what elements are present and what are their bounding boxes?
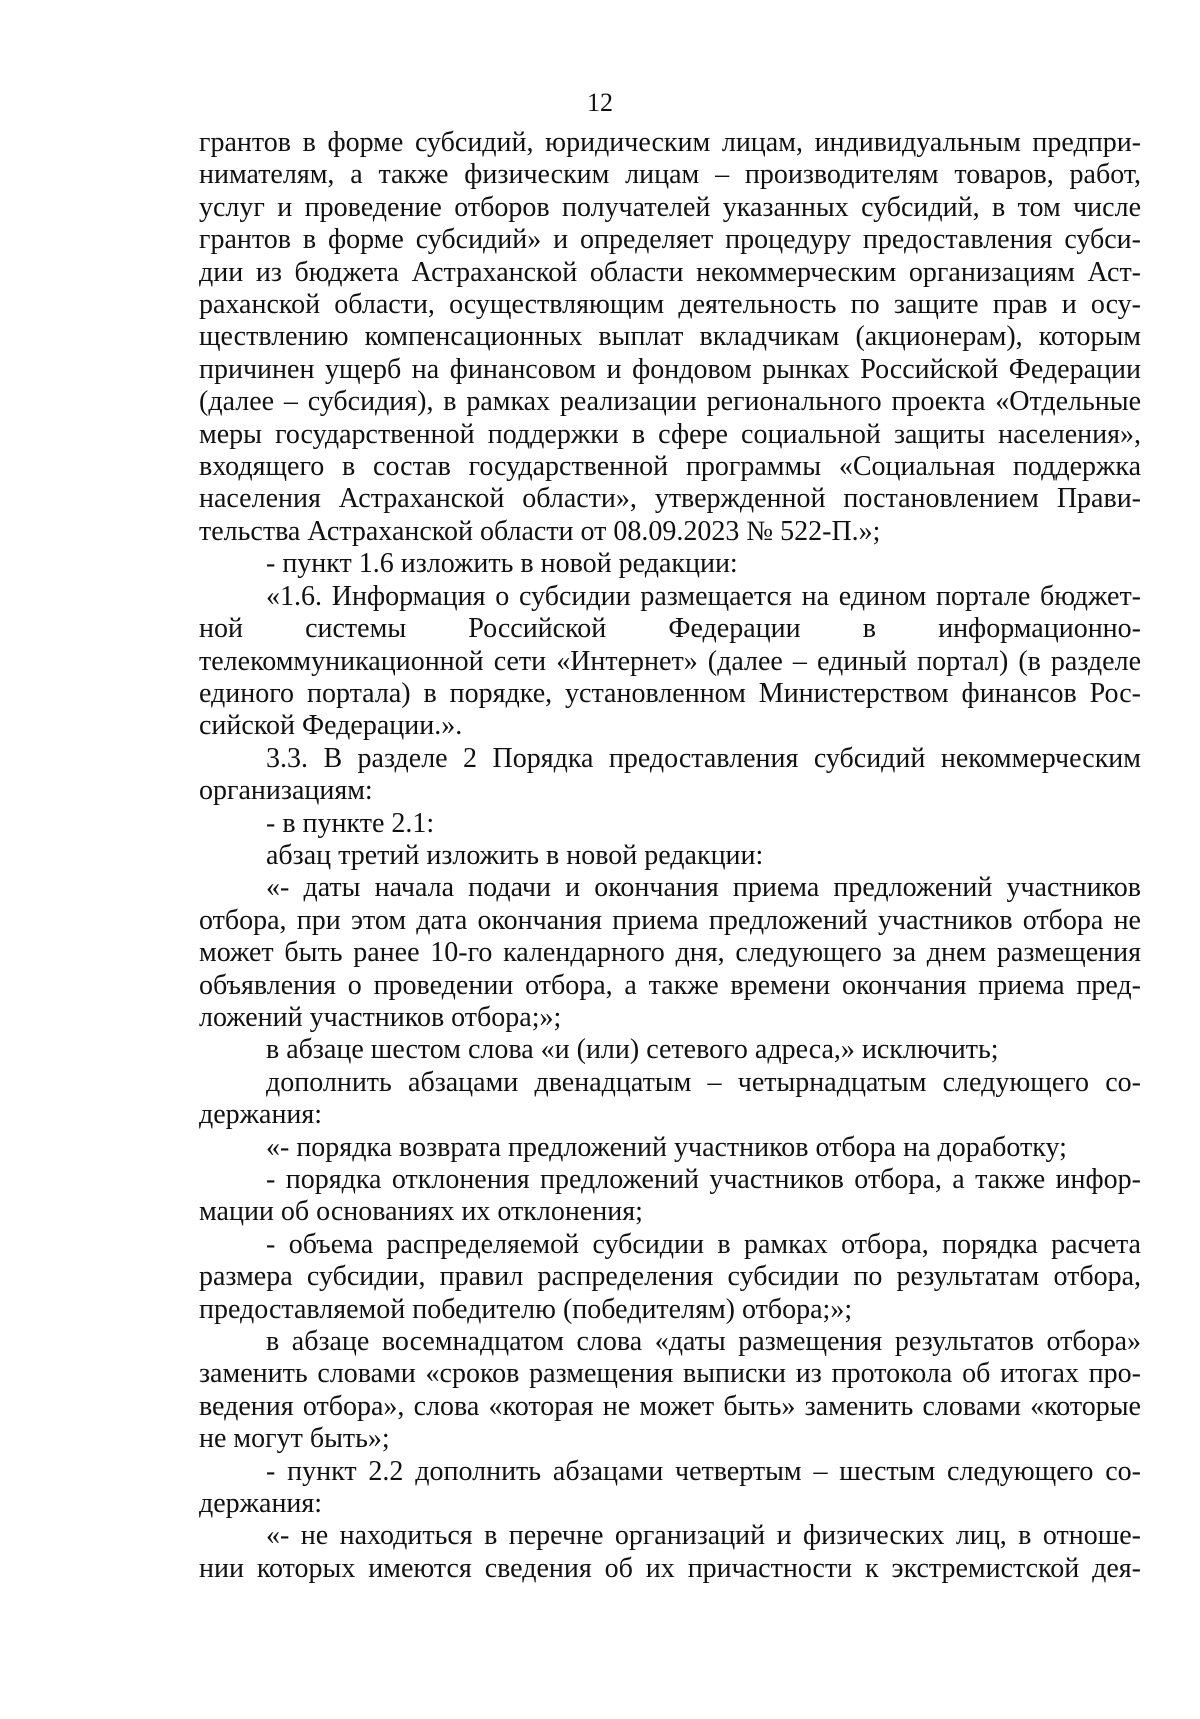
paragraph-return-order: «- порядка возврата предложений участников отбора на доработку;	[266, 1131, 1067, 1163]
paragraph-item-1-6-text: «1.6. Информация о субсидии размещается на едином портале бюджет-ной системы Российской Федерации в информационно-телекоммуникационной сети «Интернет» (далее – единый портал) (в разделе единого портала) в порядке, установленном Министерством финансов Рос-сийской Федерации.».	[199, 580, 1141, 742]
paragraph-continuation: грантов в форме субсидий, юридическим лицам, индивидуальным предпри-нимателям, а также физическим лицам – производителям товаров, работ, услуг и проведение отборов получателей указанных субсидий, в том числе грантов в форме субсидий» и определяет процедуру предоставления субси-дии из бюджета Астраханской области некоммерческим организациям Аст-раханской области, осуществляющим деятельность по защите прав и осу-ществлению компенсационных выплат вкладчикам (акционерам), которым причинен ущерб на финансовом и фондовом рынках Российской Федерации (далее – субсидия), в рамках реализации регионального проекта «Отдельные меры государственной поддержки в сфере социальной защиты населения», входящего в состав государственной программы «Социальная поддержка населения Астраханской области», утвержденной постановлением Прави-тельства Астраханской области от 08.09.2023 № 522-П.»;	[199, 127, 1141, 547]
paragraph-subsidy-volume: - объема распределяемой субсидии в рамках отбора, порядка расчета размера субсидии, правил распределения субсидии по результатам отбора, предоставляемой победителю (победителям) отбора;»;	[199, 1228, 1141, 1325]
paragraph-sixth-abzac: в абзаце шестом слова «и (или) сетевого адреса,» исключить;	[266, 1034, 999, 1066]
paragraph-item-2-2: - пункт 2.2 дополнить абзацами четвертым – шестым следующего со-держания:	[199, 1455, 1141, 1520]
paragraph-third-abzac: абзац третий изложить в новой редакции:	[266, 839, 764, 871]
paragraph-rejection-order: - порядка отклонения предложений участников отбора, а также инфор-мации об основаниях их отклонения;	[199, 1164, 1141, 1228]
paragraph-extremist-list: «- не находиться в перечне организаций и физических лиц, в отноше-нии которых имеются сведения об их причастности к экстремистской дея-	[199, 1520, 1141, 1584]
paragraph-eighteenth-abzac: в абзаце восемнадцатом слова «даты размещения результатов отбора» заменить словами «сроков размещения выписки из протокола об итогах про-ведения отбора», слова «которая не может быть» заменить словами «которые не могут быть»;	[199, 1326, 1141, 1455]
document-body	[199, 127, 1141, 1585]
page-number: 12	[587, 88, 613, 117]
paragraph-dates-text: «- даты начала подачи и окончания приема предложений участников отбора, при этом дата окончания приема предложений участников отбора не может быть ранее 10-го календарного дня, следующего за днем размещения объявления о проведении отбора, а также времени окончания приема пред-ложений участников отбора;»;	[199, 872, 1141, 1033]
paragraph-add-abzacs: дополнить абзацами двенадцатым – четырнадцатым следующего со-держания:	[199, 1066, 1141, 1131]
paragraph-section-3-3: 3.3. В разделе 2 Порядка предоставления субсидий некоммерческим организациям:	[199, 742, 1141, 807]
paragraph-item-2-1: - в пункте 2.1:	[266, 807, 435, 839]
paragraph-item-1-6-intro: - пункт 1.6 изложить в новой редакции:	[266, 548, 738, 580]
